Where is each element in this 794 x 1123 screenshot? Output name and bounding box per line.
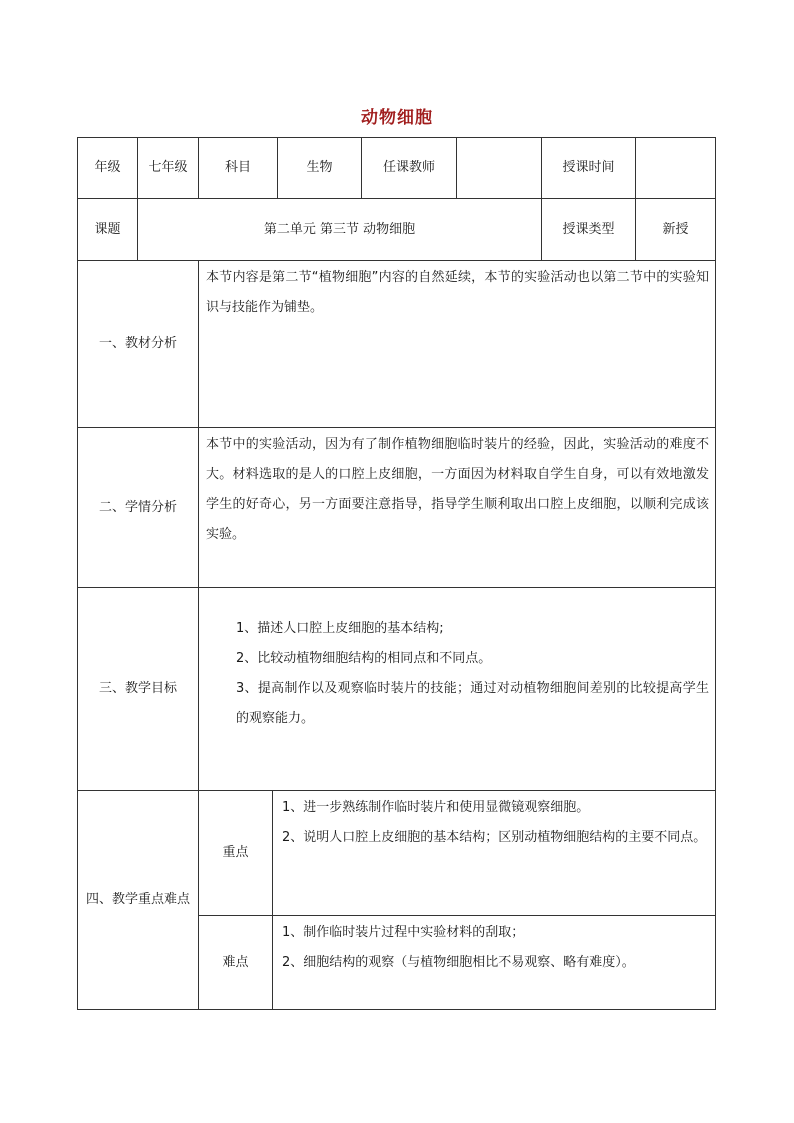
section-textbook-analysis-content	[198, 260, 716, 428]
section-teaching-goals-label: 三、教学目标	[77, 587, 199, 791]
teacher-label: 任课教师	[361, 137, 457, 199]
section-student-analysis-content	[198, 427, 716, 588]
subject-label: 科目	[198, 137, 278, 199]
section-textbook-analysis-label: 一、教材分析	[77, 260, 199, 428]
key-point-item: 1、进一步熟练制作临时装片和使用显微镜观察细胞。	[282, 800, 590, 815]
key-points-content	[272, 790, 716, 916]
grade-value: 七年级	[137, 137, 199, 199]
section-teaching-goals-content	[198, 587, 716, 791]
section-key-difficult-label: 四、教学重点难点	[77, 790, 199, 1010]
time-value	[635, 137, 716, 199]
page-title: 动物细胞	[361, 108, 433, 128]
textbook-analysis-text: 本节内容是第二节“植物细胞”内容的自然延续，本节的实验活动也以第二节中的实验知识与技能作为铺垫。	[206, 270, 709, 315]
teaching-goal-item: 1、描述人口腔上皮细胞的基本结构;	[236, 621, 444, 636]
teaching-goal-item: 2、比较动植物细胞结构的相同点和不同点。	[236, 651, 492, 666]
lesson-type-value: 新授	[635, 198, 716, 261]
difficulty-item: 2、细胞结构的观察（与植物细胞相比不易观察、略有难度）。	[282, 955, 635, 970]
grade-label: 年级	[77, 137, 138, 199]
key-points-label: 重点	[198, 790, 273, 916]
difficulty-content	[272, 915, 716, 1010]
time-label: 授课时间	[541, 137, 636, 199]
difficulty-label: 难点	[198, 915, 273, 1010]
teaching-goal-item: 3、提高制作以及观察临时装片的技能；通过对动植物细胞间差别的比较提高学生的观察能力。	[236, 681, 709, 726]
lesson-type-label: 授课类型	[541, 198, 636, 261]
key-point-item: 2、说明人口腔上皮细胞的基本结构；区别动植物细胞结构的主要不同点。	[282, 830, 707, 845]
section-student-analysis-label: 二、学情分析	[77, 427, 199, 588]
difficulty-item: 1、制作临时装片过程中实验材料的刮取；	[282, 925, 525, 940]
topic-value: 第二单元 第三节 动物细胞	[137, 198, 542, 261]
subject-value: 生物	[277, 137, 362, 199]
teacher-value	[456, 137, 542, 199]
student-analysis-text: 本节中的实验活动，因为有了制作植物细胞临时装片的经验，因此，实验活动的难度不大。材料选取的是人的口腔上皮细胞，一方面因为材料取自学生自身，可以有效地激发学生的好奇心，另一方面要注意指导，指导学生顺利取出口腔上皮细胞，以顺利完成该实验。	[206, 437, 709, 542]
topic-label: 课题	[77, 198, 138, 261]
